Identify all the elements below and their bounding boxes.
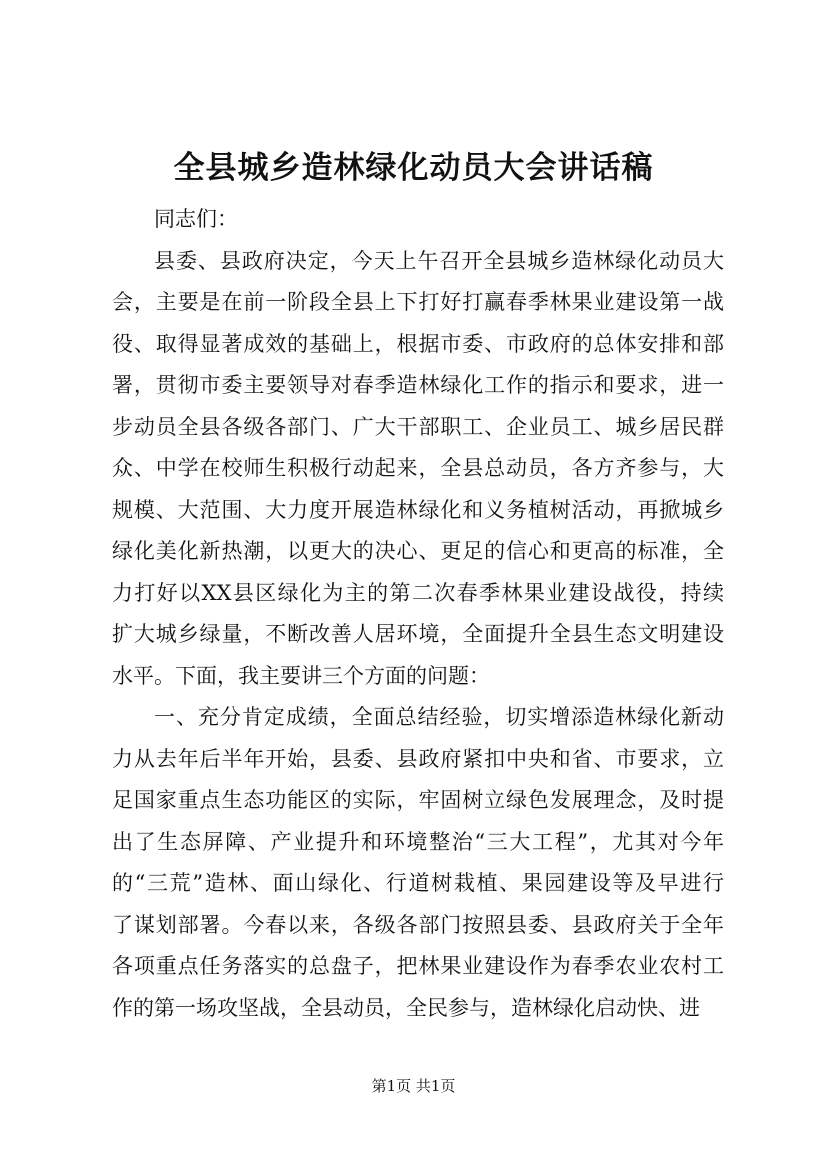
paragraph-line: 役、取得显著成效的基础上，根据市委、市政府的总体安排和部 [112, 331, 724, 356]
paragraph-line: 规模、大范围、大力度开展造林绿化和义务植树活动，再掀城乡 [112, 497, 724, 522]
salutation: 同志们： [154, 207, 238, 231]
paragraph-line: 绿化美化新热潮，以更大的决心、更足的信心和更高的标准，全 [112, 539, 724, 563]
page-footer: 第1页 共1页 [371, 1077, 456, 1095]
paragraph-line: 署，贯彻市委主要领导对春季造林绿化工作的指示和要求，进一 [112, 373, 724, 397]
paragraph-line: 力从去年后半年开始，县委、县政府紧扣中央和省、市要求，立 [112, 746, 724, 771]
paragraph-line: 会，主要是在前一阶段全县上下打好打赢春季林果业建设第一战 [112, 290, 724, 314]
paragraph-line: 众、中学在校师生积极行动起来，全县总动员，各方齐参与，大 [112, 456, 724, 480]
paragraph-line: 作的第一场攻坚战，全县动员，全民参与，造林绿化启动快、进 [112, 995, 700, 1020]
paragraph-line: 一、充分肯定成绩，全面总结经验，切实增添造林绿化新动 [154, 705, 724, 729]
document-body [112, 199, 724, 1029]
paragraph-line: 各项重点任务落实的总盘子，把林果业建设作为春季农业农村工 [112, 954, 724, 978]
paragraph-line: 了谋划部署。今春以来，各级各部门按照县委、县政府关于全年 [112, 912, 724, 937]
paragraph-line: 出了生态屏障、产业提升和环境整治“三大工程”，尤其对今年 [112, 829, 724, 854]
paragraph-line: 力打好以XX县区绿化为主的第二次春季林果业建设战役，持续 [112, 580, 724, 605]
paragraph-line: 足国家重点生态功能区的实际，牢固树立绿色发展理念，及时提 [112, 788, 724, 812]
paragraph-line: 扩大城乡绿量，不断改善人居环境，全面提升全县生态文明建设 [112, 622, 724, 646]
document-title: 全县城乡造林绿化动员大会讲话稿 [173, 150, 654, 186]
paragraph-line: 的“三荒”造林、面山绿化、行道树栽植、果园建设等及早进行 [112, 871, 724, 895]
paragraphs-container [112, 241, 724, 1030]
paragraph-line: 县委、县政府决定，今天上午召开全县城乡造林绿化动员大 [154, 248, 724, 273]
paragraph-line: 步动员全县各级各部门、广大干部职工、企业员工、城乡居民群 [112, 414, 724, 439]
paragraph-line: 水平。下面，我主要讲三个方面的问题： [112, 663, 490, 688]
